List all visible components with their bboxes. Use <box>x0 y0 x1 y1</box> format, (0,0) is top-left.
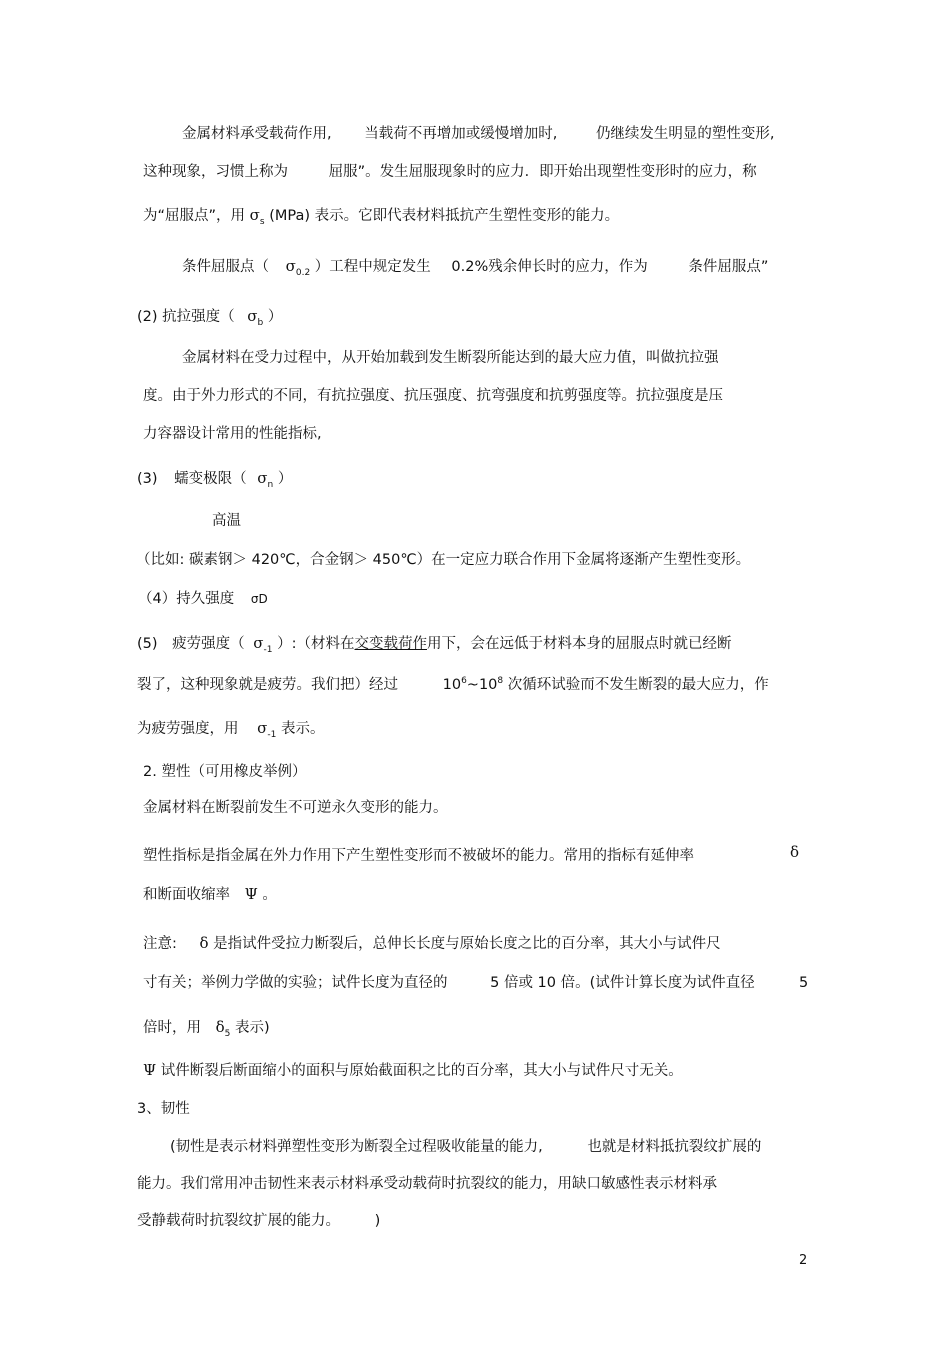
paragraph-toughness-line-2: 能力。我们常用冲击韧性来表示材料承受动载荷时抗裂纹的能力，用缺口敏感性表示材料承 <box>137 1176 717 1192</box>
text: ）:（材料在 <box>277 636 355 652</box>
text: 当载荷不再增加或缓慢增加时, <box>364 126 558 142</box>
text: ） <box>277 471 293 487</box>
sigma-symbol: σ <box>247 307 258 325</box>
paragraph-toughness-line-1 <box>170 1137 761 1157</box>
superscript: 6 <box>461 676 467 687</box>
paragraph-tensile-line-1: 金属材料在受力过程中，从开始加载到发生断裂所能达到的最大应力值，叫做抗拉强 <box>182 350 719 366</box>
text: 裂了，这种现象就是疲劳。我们把）经过 <box>137 677 398 693</box>
sigma-symbol: σ <box>285 257 296 275</box>
sigma-symbol: σ <box>249 206 260 224</box>
plasticity-index-line-2 <box>143 884 277 905</box>
subscript: -1 <box>267 729 277 740</box>
subscript: 5 <box>224 1028 231 1039</box>
superscript: 8 <box>497 676 504 687</box>
high-temperature-label: 高温 <box>212 513 241 529</box>
text: 仍继续发生明显的塑性变形, <box>595 126 775 142</box>
text: 金属材料承受载荷作用, <box>182 126 332 142</box>
paragraph-yield-line-1 <box>182 124 775 144</box>
subscript: 0.2 <box>295 267 311 278</box>
text: 也就是材料抵抗裂纹扩展的 <box>587 1139 762 1155</box>
delta-symbol: δ <box>199 934 209 952</box>
text: (MPa) 表示。它即代表材料抵抗产生塑性变形的能力。 <box>269 208 620 224</box>
text: ）工程中规定发生 <box>314 259 431 275</box>
paragraph-toughness-line-3 <box>137 1211 380 1231</box>
text: 。 <box>262 887 277 903</box>
psi-symbol: Ψ <box>143 1061 157 1079</box>
subscript: -1 <box>263 644 273 655</box>
note-line-1 <box>143 933 721 954</box>
text: 注意: <box>143 936 177 952</box>
text: 屈服”。发生屈服现象时的应力．即开始出现塑性变形时的应力，称 <box>328 164 757 180</box>
text: ） <box>267 309 283 325</box>
heading-endurance-strength <box>138 589 268 609</box>
text: 为疲劳强度，用 <box>137 721 239 737</box>
paragraph-yield-line-2 <box>143 162 757 182</box>
text: 0.2%残余伸长时的应力，作为 <box>451 259 648 275</box>
text: 用下，会在远低于材料本身的屈服点时就已经断 <box>427 636 732 652</box>
sigma-symbol: σ <box>257 719 268 737</box>
heading-creep-limit <box>137 468 292 489</box>
text: 塑性指标是指金属在外力作用下产生塑性变形而不被破坏的能力。常用的指标有延伸率 <box>143 848 694 864</box>
text: 试件断裂后断面缩小的面积与原始截面积之比的百分率，其大小与试件尺寸无关。 <box>160 1063 683 1079</box>
heading-plasticity: 2. 塑性（可用橡皮举例） <box>143 764 307 780</box>
text: (3) <box>137 471 158 487</box>
subscript: s <box>259 216 265 227</box>
text: 是指试件受拉力断裂后，总伸长长度与原始长度之比的百分率，其大小与试件尺 <box>213 936 721 952</box>
text: 和断面收缩率 <box>143 887 230 903</box>
text: (2) 抗拉强度（ <box>137 309 235 325</box>
text: 条件屈服点（ <box>182 259 269 275</box>
text: 条件屈服点” <box>688 259 769 275</box>
text: 这种现象，习惯上称为 <box>143 164 288 180</box>
paragraph-yield-line-3 <box>143 205 619 226</box>
text: 寸有关；举例力学做的实验；试件长度为直径的 <box>143 975 448 991</box>
text: 蠕变极限（ <box>174 471 247 487</box>
plasticity-index-line-1 <box>143 846 694 866</box>
psi-symbol: Ψ <box>244 885 258 903</box>
text: 5 倍或 10 倍。(试件计算长度为试件直径 <box>490 975 755 991</box>
paragraph-fatigue-line-2 <box>137 675 769 695</box>
text: 5 <box>799 975 809 991</box>
note-line-2 <box>143 973 755 993</box>
text: （4）持久强度 <box>138 591 235 607</box>
paragraph-creep: （比如: 碳素钢＞ 420℃，合金钢＞ 450℃）在一定应力联合作用下金属将逐渐产生塑性变形。 <box>136 552 751 568</box>
subscript: b <box>257 317 264 328</box>
heading-toughness: 3、韧性 <box>137 1101 190 1117</box>
heading-fatigue-strength <box>137 633 732 654</box>
text: 为“屈服点”，用 <box>143 208 246 224</box>
text: 次循环试验而不发生断裂的最大应力，作 <box>503 677 769 693</box>
text: 受静载荷时抗裂纹扩展的能力。 <box>137 1213 340 1229</box>
paragraph-tensile-line-2: 度。由于外力形式的不同，有抗拉强度、抗压强度、抗弯强度和抗剪强度等。抗拉强度是压 <box>143 388 723 404</box>
sigma-d-symbol: σD <box>250 592 268 606</box>
page-number: 2 <box>799 1253 808 1268</box>
sigma-symbol: σ <box>257 469 268 487</box>
delta-symbol: δ <box>215 1018 225 1036</box>
text: 疲劳强度（ <box>172 636 245 652</box>
sigma-symbol: σ <box>253 634 264 652</box>
text: ~10 <box>466 677 498 693</box>
note-line-3 <box>143 1017 270 1038</box>
text: ) <box>374 1213 381 1229</box>
text: (韧性是表示材料弹塑性变形为断裂全过程吸收能量的能力, <box>170 1139 543 1155</box>
text: 倍时，用 <box>143 1020 201 1036</box>
paragraph-plasticity: 金属材料在断裂前发生不可逆永久变形的能力。 <box>143 800 448 816</box>
conditional-yield-line <box>182 256 768 277</box>
subscript: n <box>267 479 274 490</box>
paragraph-fatigue-line-3 <box>137 718 324 739</box>
text: 表示) <box>234 1020 270 1036</box>
psi-definition-line <box>143 1060 683 1081</box>
underlined-text: 交变载荷作 <box>354 636 427 652</box>
text: (5) <box>137 636 158 652</box>
paragraph-tensile-line-3: 力容器设计常用的性能指标, <box>143 426 322 442</box>
delta-symbol: δ <box>790 843 800 861</box>
heading-tensile-strength <box>137 306 282 327</box>
text: 表示。 <box>280 721 325 737</box>
text: 10 <box>442 677 462 693</box>
